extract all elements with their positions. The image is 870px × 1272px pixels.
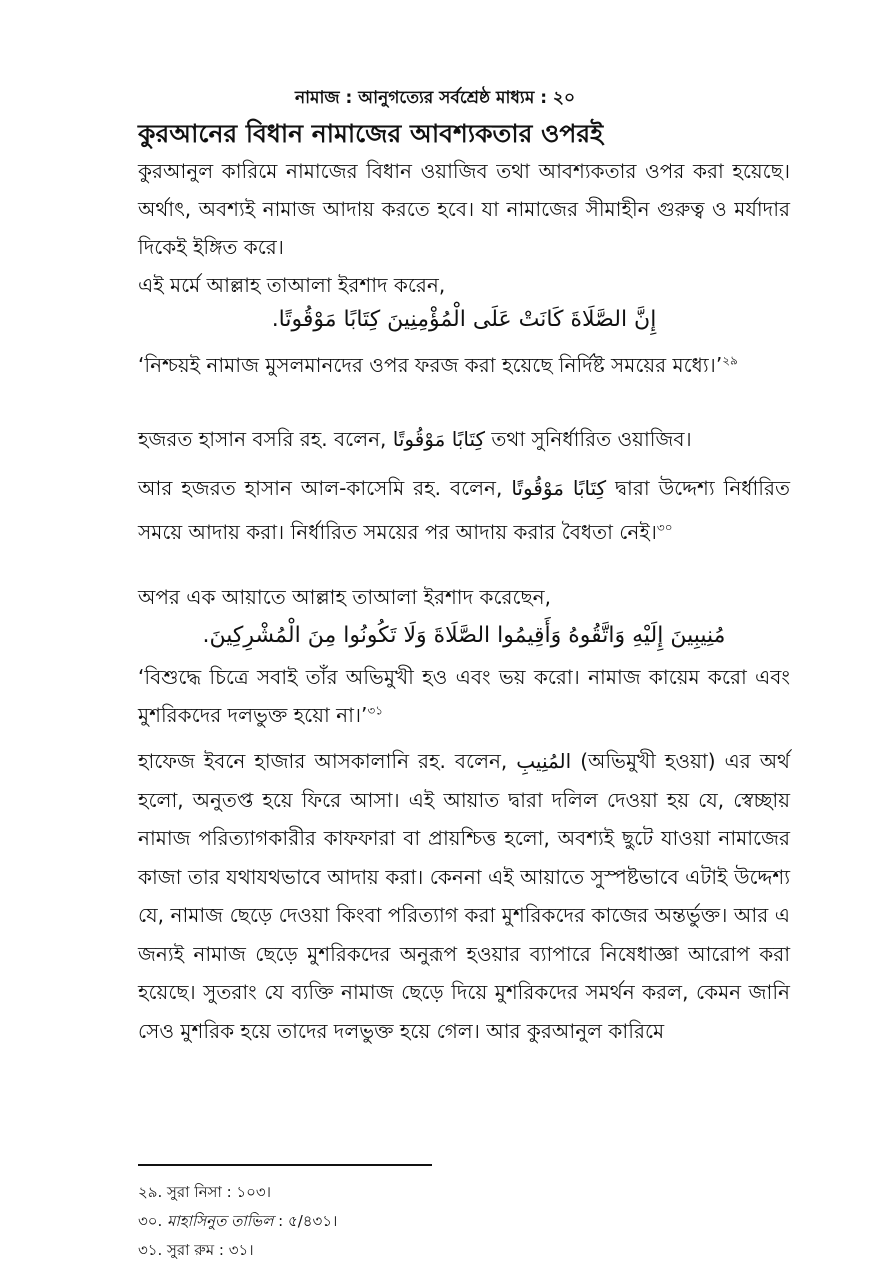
running-header: নামাজ : আনুগত্যের সর্বশ্রেষ্ঠ মাধ্যম : ২০ — [294, 88, 576, 108]
arabic-verse-1: إِنَّ الصَّلَاةَ كَانَتْ عَلَى الْمُؤْمِنِينَ كِتَابًا مَوْقُوتًا. — [271, 307, 657, 332]
paragraph-4-before: আর হজরত হাসান আল-কাসেমি রহ. বলেন, — [138, 476, 512, 500]
paragraph-5 — [138, 578, 790, 616]
footnote-ref-30: ৩০ — [656, 520, 673, 535]
footnote-30-title: মাহাসিনুত তাভিল — [167, 1212, 274, 1230]
paragraph-3-arabic: كِتَابًا مَوْقُوتًا — [392, 427, 486, 451]
paragraph-2-text: এই মর্মে আল্লাহ তাআলা ইরশাদ করেন, — [138, 273, 446, 297]
translation-1 — [138, 346, 790, 384]
arabic-verse-2: مُنِيبِينَ إِلَيْهِ وَاتَّقُوهُ وَأَقِيمُوا الصَّلَاةَ وَلَا تَكُونُوا مِنَ الْمُشْرِكِينَ. — [202, 623, 726, 648]
footnote-ref-29: ২৯ — [722, 353, 738, 368]
translation-2 — [138, 658, 790, 734]
paragraph-6-after: (অভিমুখী হওয়া) এর অর্থ হলো, অনুতপ্ত হয়ে ফিরে আসা। এই আয়াত দ্বারা দলিল দেওয়া হয় যে, স্বেচ্ছায় নামাজ পরিত্যাগকারীর কাফফারা বা প্রায়শ্চিত্ত হলো, অবশ্যই ছুটে যাওয়া নামাজের কাজা তার যথাযথভাবে আদায় করা। কেননা এই আয়াতে সুস্পষ্টভাবে এটাই উদ্দেশ্য যে, নামাজ ছেড়ে দেওয়া কিংবা পরিত্যাগ করা মুশরিকদের কাজের অন্তর্ভুক্ত। আর এ জন্যই নামাজ ছেড়ে মুশরিকদের অনুরূপ হওয়ার ব্যাপারে নিষেধাজ্ঞা আরোপ করা হয়েছে। সুতরাং যে ব্যক্তি নামাজ ছেড়ে দিয়ে মুশরিকদের সমর্থন করল, কেমন জানি সেও মুশরিক হয়ে তাদের দলভুক্ত হয়ে গেল। আর কুরআনুল কারিমে — [138, 749, 790, 1043]
paragraph-3 — [138, 420, 790, 458]
footnote-30-num: ৩০. — [138, 1212, 168, 1230]
footnote-29: ২৯. সুরা নিসা : ১০৩। — [138, 1183, 271, 1201]
paragraph-6-before: হাফেজ ইবনে হাজার আসকালানি রহ. বলেন, — [138, 749, 517, 773]
paragraph-4-arabic: كِتَابًا مَوْقُوتًا — [511, 476, 607, 500]
footnote-31: ৩১. সুরা রুম : ৩১। — [138, 1241, 254, 1259]
footnotes — [138, 1178, 738, 1265]
footnote-ref-31: ৩১ — [367, 703, 383, 718]
paragraph-5-text: অপর এক আয়াতে আল্লাহ তাআলা ইরশাদ করেছেন, — [138, 585, 551, 609]
paragraph-3-after: তথা সুনির্ধারিত ওয়াজিব। — [485, 427, 692, 451]
paragraph-6-arabic: المُنِيبِ — [516, 749, 572, 773]
footnote-30-rest: : ৫/৪৩১। — [273, 1212, 338, 1230]
footnote-divider — [138, 1164, 432, 1166]
paragraph-6 — [138, 742, 790, 1050]
footnote-30 — [138, 1207, 738, 1236]
paragraph-1-text: কুরআনুল কারিমে নামাজের বিধান ওয়াজিব তথা আবশ্যকতার ওপর করা হয়েছে। অর্থাৎ, অবশ্যই নামাজ আদায় করতে হবে। যা নামাজের সীমাহীন গুরুত্ব ও মর্যাদার দিকেই ইঙ্গিত করে। — [138, 159, 790, 259]
section-heading: কুরআনের বিধান নামাজের আবশ্যকতার ওপরই — [138, 119, 604, 148]
translation-2-text: ‘বিশুদ্ধে চিত্রে সবাই তাঁর অভিমুখী হও এবং ভয় করো। নামাজ কায়েম করো এবং মুশরিকদের দলভুক্ত হয়ো না।’ — [138, 665, 790, 727]
paragraph-4-after: দ্বারা উদ্দেশ্য নির্ধারিত সময়ে আদায় করা। নির্ধারিত সময়ের পর আদায় করার বৈধতা নেই। — [138, 476, 791, 544]
paragraph-4 — [138, 466, 790, 554]
paragraph-3-before: হজরত হাসান বসরি রহ. বলেন, — [138, 427, 393, 451]
translation-1-text: ‘নিশ্চয়ই নামাজ মুসলমানদের ওপর ফরজ করা হয়েছে নির্দিষ্ট সময়ের মধ্যে।’ — [138, 353, 723, 377]
paragraph-1 — [138, 152, 790, 304]
